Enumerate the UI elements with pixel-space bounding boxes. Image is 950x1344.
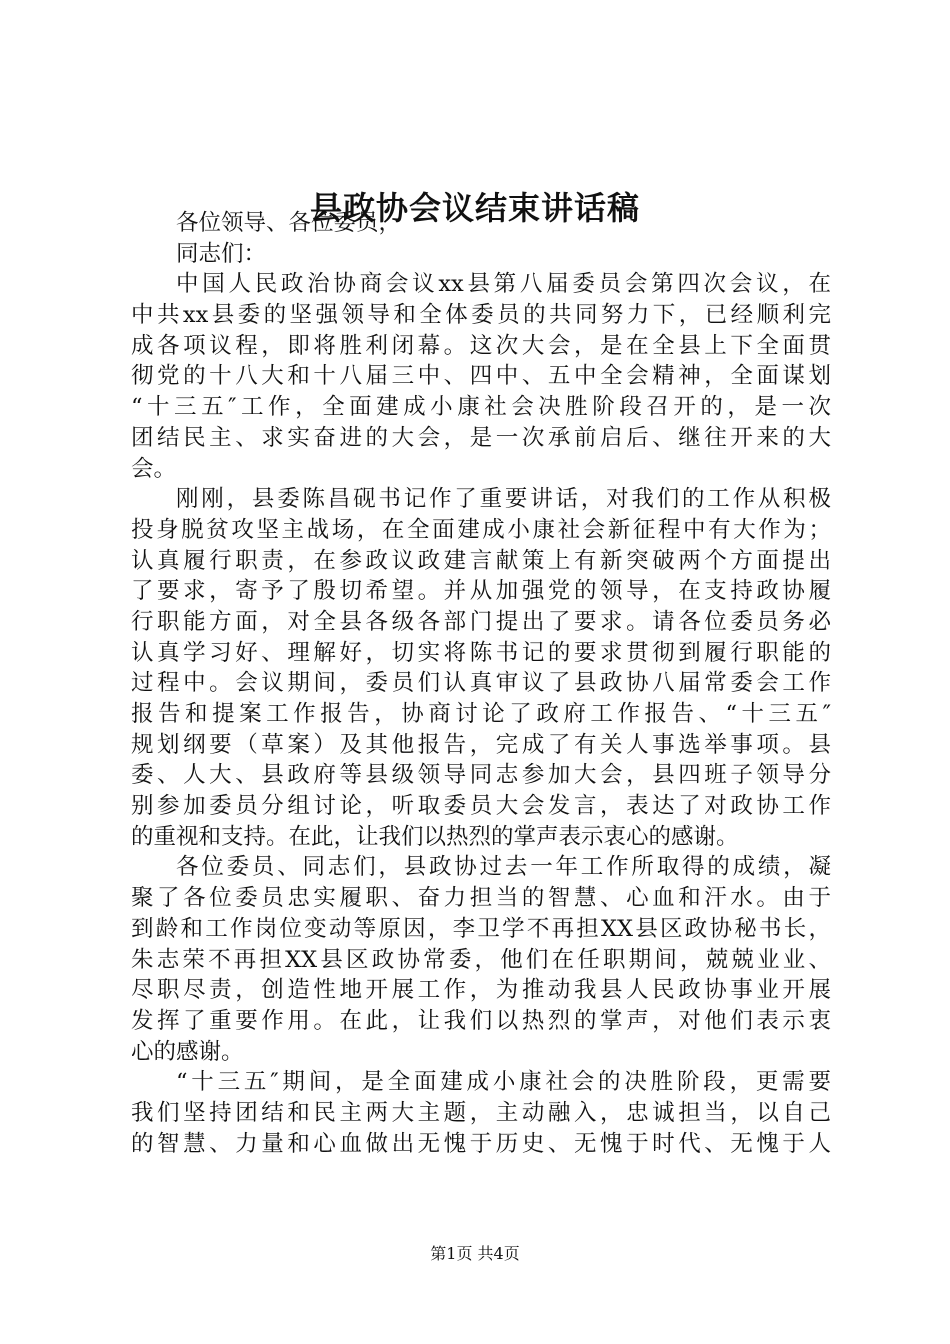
paragraph-line: 认真履行职责，在参政议政建言献策上有新突破两个方面提出 — [131, 547, 831, 574]
paragraph-line: 的智慧、力量和心血做出无愧于历史、无愧于时代、无愧于人 — [131, 1130, 831, 1157]
paragraph-line: 尽职尽责，创造性地开展工作，为推动我县人民政协事业开展 — [131, 977, 831, 1004]
paragraph-line: 委、人大、县政府等县级领导同志参加大会，县四班子领导分 — [131, 762, 831, 789]
paragraph-line: 认真学习好、理解好，切实将陈书记的要求贯彻到履行职能的 — [131, 639, 831, 666]
paragraph-line: 中共xx县委的坚强领导和全体委员的共同努力下，已经顺利完 — [131, 302, 831, 329]
paragraph-line: 心的感谢。 — [131, 1038, 244, 1065]
paragraph-line: 报告和提案工作报告，协商讨论了政府工作报告、“十三五″ — [131, 701, 831, 727]
paragraph-4 — [131, 1067, 831, 1159]
paragraph-line: 团结民主、求实奋进的大会，是一次承前启后、继往开来的大 — [131, 424, 831, 451]
salutation-comrades: 同志们： — [176, 240, 267, 267]
paragraph-line: 彻党的十八大和十八届三中、四中、五中全会精神，全面谋划 — [131, 363, 831, 390]
paragraph-line: 聚了各位委员忠实履职、奋力担当的智慧、心血和汗水。由于 — [131, 885, 831, 912]
paragraph-line: 我们坚持团结和民主两大主题，主动融入，忠诚担当，以自己 — [131, 1099, 831, 1126]
paragraph-line: 成各项议程，即将胜利闭幕。这次大会，是在全县上下全面贯 — [131, 332, 831, 359]
paragraph-line: 过程中。会议期间，委员们认真审议了县政协八届常委会工作 — [131, 670, 831, 697]
paragraph-line: 行职能方面，对全县各级各部门提出了要求。请各位委员务必 — [131, 608, 831, 635]
page-footer: 第1页 共4页 — [430, 1244, 520, 1263]
paragraph-line: 投身脱贫攻坚主战场，在全面建成小康社会新征程中有大作为； — [131, 516, 831, 543]
paragraph-line: 规划纲要（草案）及其他报告，完成了有关人事选举事项。县 — [131, 731, 831, 758]
paragraph-line: 中国人民政治协商会议xx县第八届委员会第四次会议，在 — [176, 271, 831, 298]
paragraph-line: 各位委员、同志们，县政协过去一年工作所取得的成绩，凝 — [176, 854, 831, 881]
document-title: 县政协会议结束讲话稿 — [309, 189, 640, 227]
paragraph-line: 会。 — [131, 455, 177, 482]
paragraph-line: “十三五″期间，是全面建成小康社会的决胜阶段，更需要 — [176, 1069, 831, 1096]
paragraph-line: 朱志荣不再担XX县区政协常委，他们在任职期间，兢兢业业、 — [131, 946, 831, 973]
paragraph-line: 刚刚，县委陈昌砚书记作了重要讲话，对我们的工作从积极 — [176, 486, 831, 513]
paragraph-line: 了要求，寄予了殷切希望。并从加强党的领导，在支持政协履 — [131, 578, 831, 605]
paragraph-line: “十三五″工作，全面建成小康社会决胜阶段召开的，是一次 — [131, 394, 831, 421]
paragraph-line: 别参加委员分组讨论，听取委员大会发言，表达了对政协工作 — [131, 793, 831, 820]
paragraph-1 — [131, 269, 831, 484]
paragraph-line: 到龄和工作岗位变动等原因，李卫学不再担XX县区政协秘书长， — [131, 915, 831, 942]
salutation-leaders: 各位领导、各位委员， — [176, 210, 402, 236]
document-body — [131, 208, 831, 1159]
paragraph-3 — [131, 852, 831, 1067]
paragraph-line: 的重视和支持。在此，让我们以热烈的掌声表示衷心的感谢。 — [131, 823, 739, 850]
paragraph-2 — [131, 484, 831, 852]
paragraph-line: 发挥了重要作用。在此，让我们以热烈的掌声，对他们表示衷 — [131, 1007, 831, 1034]
